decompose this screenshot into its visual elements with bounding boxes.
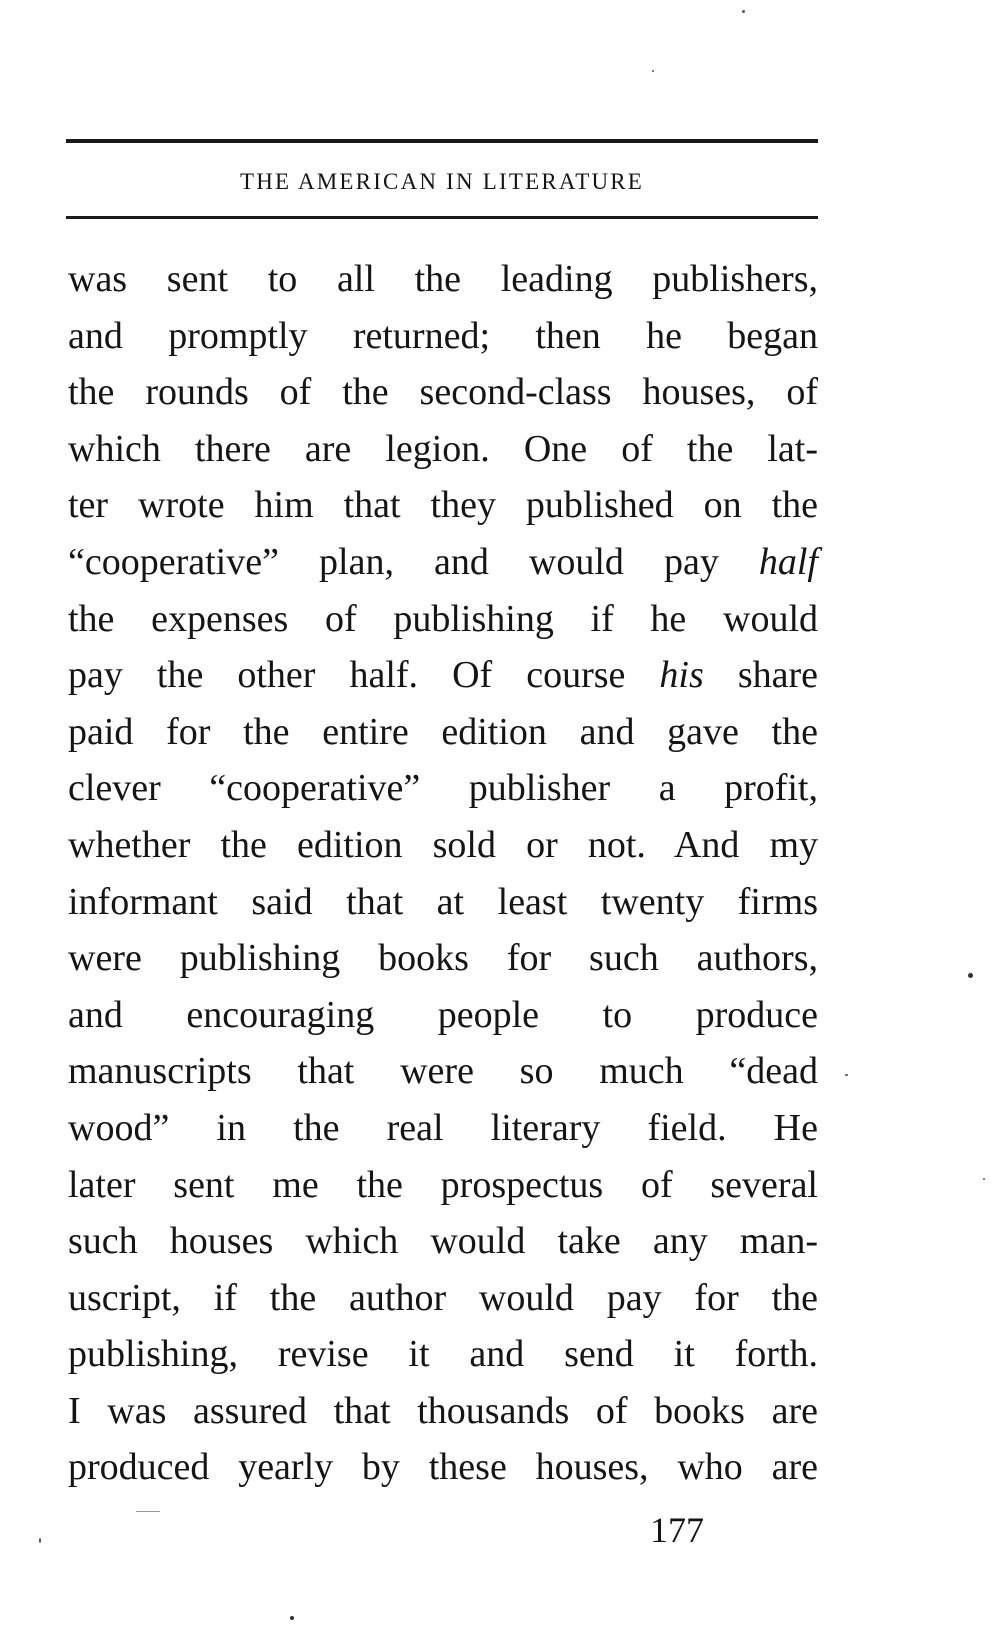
- text-line: ter wrote him that they published on the: [68, 484, 818, 527]
- scan-speck: [742, 10, 745, 13]
- italic-emphasis: half: [758, 540, 818, 583]
- text-line: clever “cooperative” publisher a profit,: [68, 767, 818, 810]
- text-line: produced yearly by these houses, who are: [68, 1446, 818, 1489]
- scan-speck: [39, 1538, 41, 1543]
- text-line: the expenses of publishing if he would: [68, 597, 818, 640]
- text-segment: “cooperative” plan, and would pay: [68, 540, 759, 583]
- scan-speck: [983, 1178, 985, 1180]
- header-rule-bottom: [66, 216, 818, 219]
- header-rule-top: [66, 139, 818, 143]
- text-line: paid for the entire edition and gave the: [68, 710, 818, 753]
- text-line: later sent me the prospectus of several: [68, 1163, 818, 1206]
- text-line: I was assured that thousands of books are: [68, 1389, 818, 1432]
- running-head-title: THE AMERICAN IN LITERATURE: [239, 169, 645, 194]
- italic-emphasis: his: [659, 654, 704, 697]
- text-line: manuscripts that were so much “dead: [68, 1050, 818, 1093]
- text-line: which there are legion. One of the lat-: [68, 427, 818, 470]
- scan-speck: [845, 1074, 848, 1076]
- body-text: [68, 251, 818, 1496]
- scan-speck: [136, 1511, 160, 1512]
- text-line: [68, 647, 818, 704]
- text-line: such houses which would take any man-: [68, 1220, 818, 1263]
- text-line: was sent to all the leading publishers,: [68, 258, 818, 300]
- page-number: 177: [650, 1510, 704, 1550]
- text-line: the rounds of the second-class houses, of: [68, 371, 818, 414]
- text-line: and promptly returned; then he began: [68, 314, 818, 357]
- text-line: whether the edition sold or not. And my: [68, 823, 818, 866]
- text-line: were publishing books for such authors,: [68, 937, 818, 980]
- text-line: [68, 534, 818, 591]
- text-line: publishing, revise it and send it forth.: [68, 1333, 818, 1376]
- text-line: informant said that at least twenty firms: [68, 880, 818, 923]
- text-segment: share: [703, 654, 818, 697]
- text-line: wood” in the real literary field. He: [68, 1106, 818, 1149]
- text-segment: pay the other half. Of course: [68, 654, 660, 697]
- text-line: and encouraging people to produce: [68, 993, 818, 1036]
- scan-speck: [968, 973, 973, 978]
- text-line: uscript, if the author would pay for the: [68, 1276, 818, 1319]
- scan-speck: [290, 1616, 294, 1620]
- scan-speck: [652, 70, 654, 72]
